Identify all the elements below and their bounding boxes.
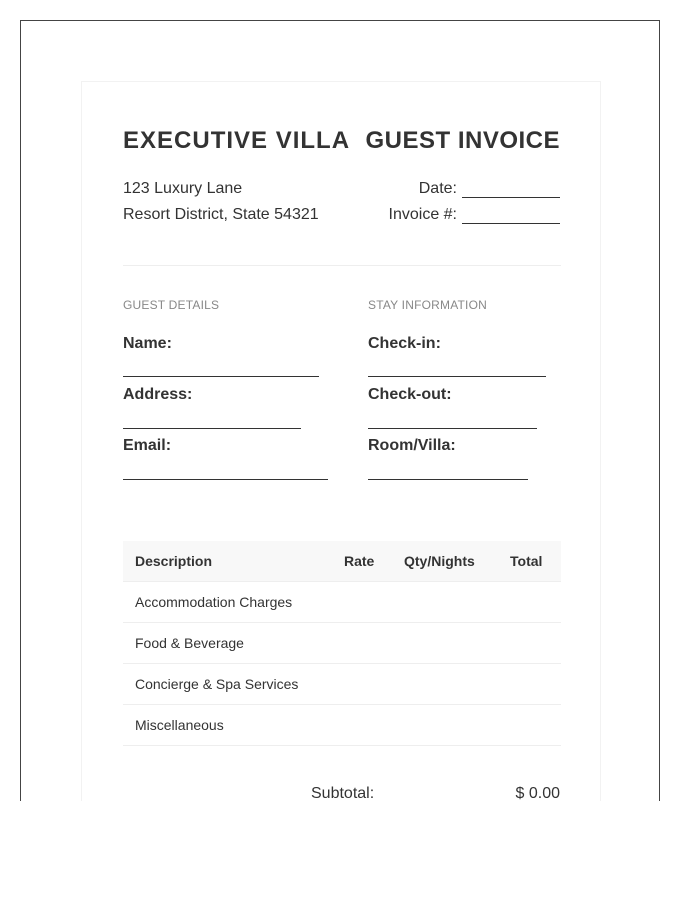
checkin-line xyxy=(368,376,546,377)
row-description: Miscellaneous xyxy=(135,717,224,733)
column-header-rate: Rate xyxy=(344,553,375,569)
document-title: GUEST INVOICE xyxy=(365,127,560,154)
table-row xyxy=(123,664,561,705)
address-line-2: Resort District, State 54321 xyxy=(123,206,319,223)
company-name: EXECUTIVE VILLA xyxy=(123,127,351,154)
guest-name-label: Name: xyxy=(123,335,172,352)
guest-email-line xyxy=(123,479,328,480)
address-line-1: 123 Luxury Lane xyxy=(123,180,243,197)
room-villa-line xyxy=(368,479,528,480)
checkout-label: Check-out: xyxy=(368,386,452,403)
room-villa-label: Room/Villa: xyxy=(368,437,456,454)
subtotal-value: $ 0.00 xyxy=(515,785,560,801)
guest-email-label: Email: xyxy=(123,437,172,454)
guest-address-line xyxy=(123,428,301,429)
guest-name-line xyxy=(123,376,319,377)
invoice-card xyxy=(81,81,601,801)
table-row xyxy=(123,705,561,746)
date-label: Date: xyxy=(418,180,457,197)
guest-address-label: Address: xyxy=(123,386,193,403)
date-blank-line xyxy=(462,183,560,198)
date-field xyxy=(419,180,560,198)
table-row xyxy=(123,582,561,623)
header-divider xyxy=(123,265,561,266)
row-description: Food & Beverage xyxy=(135,635,244,651)
charges-table xyxy=(123,541,561,746)
invoice-number-field xyxy=(389,206,560,224)
guest-details-heading: GUEST DETAILS xyxy=(123,298,220,312)
table-row xyxy=(123,623,561,664)
invoice-number-label: Invoice #: xyxy=(388,206,457,223)
stay-information-heading: STAY INFORMATION xyxy=(368,298,487,312)
column-header-description: Description xyxy=(135,553,213,569)
checkin-label: Check-in: xyxy=(368,335,441,352)
table-header-row xyxy=(123,541,561,582)
checkout-line xyxy=(368,428,537,429)
column-header-total: Total xyxy=(510,553,543,569)
row-description: Accommodation Charges xyxy=(135,594,293,610)
page-frame xyxy=(20,20,660,801)
subtotal-label: Subtotal: xyxy=(311,785,375,801)
invoice-number-blank-line xyxy=(462,209,560,224)
row-description: Concierge & Spa Services xyxy=(135,676,299,692)
column-header-qty-nights: Qty/Nights xyxy=(404,553,475,569)
